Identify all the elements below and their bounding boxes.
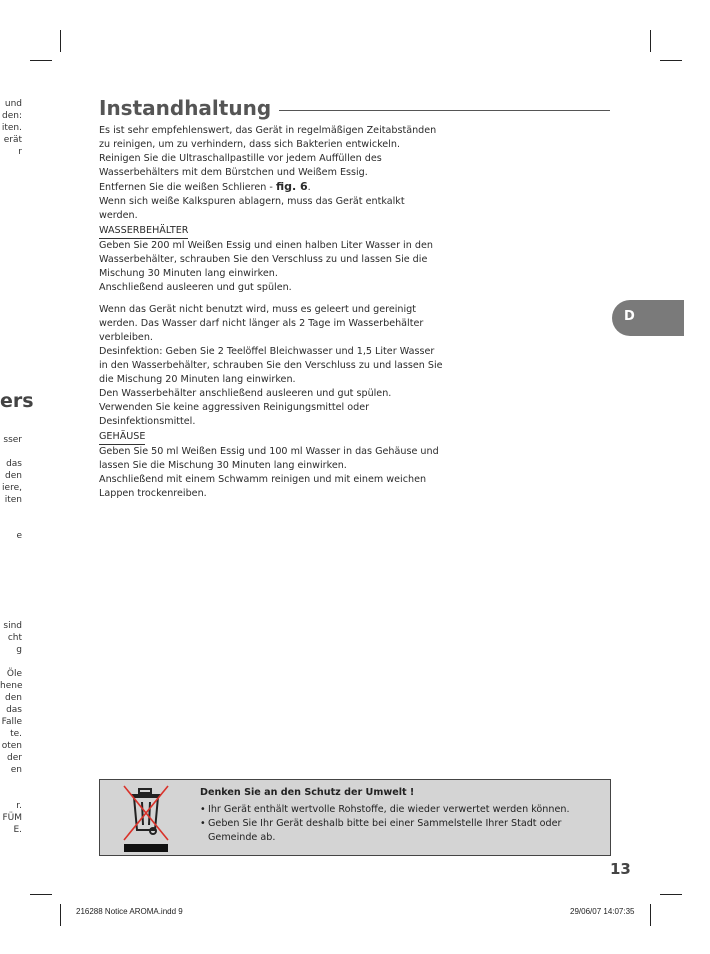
environment-text [200,786,600,845]
section2-paragraph-2: Anschließend mit einem Schwamm reinigen und mit einem weichen Lappen trockenreiben. [99,474,427,499]
margin-fragment-top: und den: iten. erät r [1,99,22,157]
language-tab: D [612,300,684,336]
section1-paragraph-4: Desinfektion: Geben Sie 2 Teelöffel Bleichwasser und 1,5 Liter Wasser in den Wasserbehälter, schrauben Sie den Verschluss zu und lassen Sie die Mischung 20 Minuten lang einwirken. [99,346,443,385]
main-content [99,124,444,501]
crop-mark [30,60,52,61]
list-item: • Ihr Gerät enthält wertvolle Rohstoffe, die wieder verwertet werden können. [200,803,600,817]
crop-mark [660,60,682,61]
environment-notice [99,779,611,856]
margin-fragment-middle: sser das den iere, iten e [2,435,22,541]
section-heading-gehaeuse: GEHÄUSE [99,430,145,445]
intro-paragraph-1: Es ist sehr empfehlenswert, das Gerät in regelmäßigen Zeitabständen zu reinigen, um zu verhindern, dass sich Bakterien entwickeln. [99,125,437,150]
page-number: 13 [610,860,631,878]
section1-paragraph-1: Geben Sie 200 ml Weißen Essig und einen halben Liter Wasser in den Wasserbehälter, schrauben Sie den Verschluss zu und lassen Sie die Mischung 30 Minuten lang einwirken. [99,240,433,279]
intro-paragraph-4: Wenn sich weiße Kalkspuren ablagern, muss das Gerät entkalkt werden. [99,196,405,221]
crop-mark [650,904,651,926]
environment-title: Denken Sie an den Schutz der Umwelt ! [200,787,415,798]
intro-paragraph-2: Reinigen Sie die Ultraschallpastille vor jedem Auffüllen des Wasserbehälters mit dem Bürstchen und Weißem Essig. [99,153,382,178]
list-item: • Geben Sie Ihr Gerät deshalb bitte bei einer Sammelstelle Ihrer Stadt oder Gemeinde ab. [200,817,600,845]
crop-mark [650,30,651,52]
figure-reference: fig. 6 [275,180,308,193]
crop-mark [60,904,61,926]
section1-paragraph-5: Den Wasserbehälter anschließend ausleeren und gut spülen. Verwenden Sie keine aggressiven Reinigungsmittel oder Desinfektionsmittel. [99,388,392,427]
title-rule [279,110,610,111]
margin-fragment-heading: ers [0,390,34,412]
section2-paragraph-1: Geben Sie 50 ml Weißen Essig und 100 ml Wasser in das Gehäuse und lassen Sie die Mischung 30 Minuten lang einwirken. [99,446,439,471]
crossed-bin-icon [122,784,170,852]
margin-fragment-bottom: sind cht g Öle hene den das Falle te. oten der en r. FÜM E. [0,621,23,835]
intro-paragraph-3: Entfernen Sie die weißen Schlieren - fig. 6. [99,180,311,193]
slug-timestamp: 29/06/07 14:07:35 [570,907,635,916]
crop-mark [30,894,52,895]
slug-file-name: 216288 Notice AROMA.indd 9 [76,907,183,916]
crop-mark [660,894,682,895]
section1-paragraph-2: Anschließend ausleeren und gut spülen. [99,282,292,293]
section-heading-wasserbehaelter: WASSERBEHÄLTER [99,224,188,239]
crop-mark [60,30,61,52]
section1-paragraph-3: Wenn das Gerät nicht benutzt wird, muss es geleert und gereinigt werden. Das Wasser darf nicht länger als 2 Tage im Wasserbehälter verbleiben. [99,304,424,343]
page-title: Instandhaltung [99,96,272,120]
environment-list [200,803,600,845]
title-row [99,94,610,122]
